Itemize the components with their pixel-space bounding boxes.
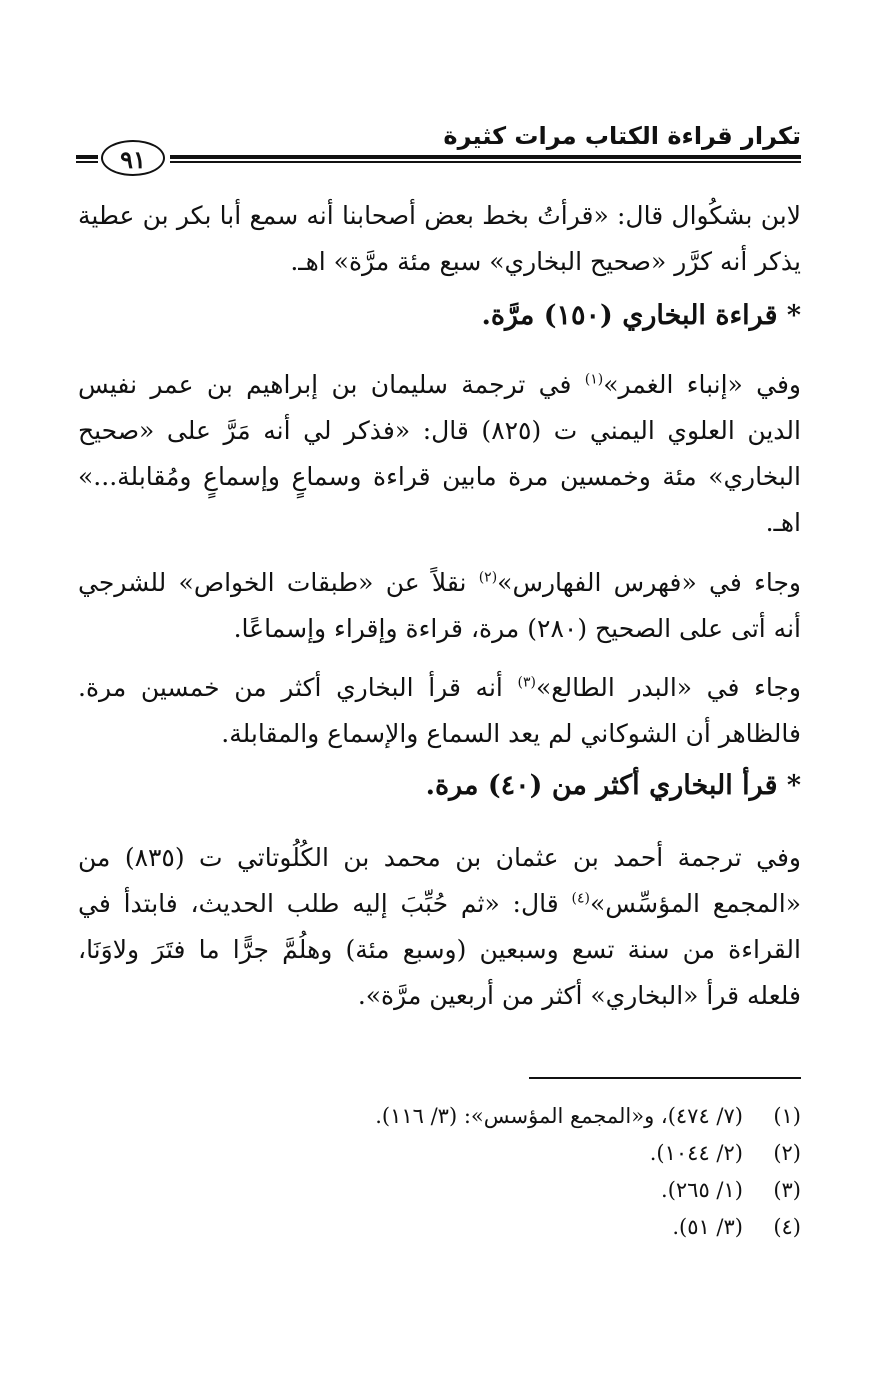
paragraph-5 <box>78 835 801 1019</box>
section-heading-2: * قرأ البخاري أكثر من (٤٠) مرة. <box>425 770 801 801</box>
paragraph-text: وفي ترجمة أحمد بن عثمان بن محمد بن الكُلُوتاتي ت (٨٣٥) من «المجمع المؤسِّس» <box>78 843 801 918</box>
footnotes <box>375 1098 801 1246</box>
footnote-number: (١) <box>773 1104 801 1128</box>
footnote <box>375 1209 801 1246</box>
header-rule-left <box>76 155 98 159</box>
paragraph-4 <box>78 665 801 757</box>
paragraph-2 <box>78 362 801 546</box>
footnote-ref: (١) <box>584 371 604 388</box>
header-rule <box>170 155 801 159</box>
section-heading-1: * قراءة البخاري (١٥٠) مرَّة. <box>481 300 801 331</box>
footnote <box>375 1172 801 1209</box>
paragraph-text: نقلاً عن «طبقات الخواص» للشرجي أنه أتى على الصحيح (٢٨٠) مرة، قراءة وإقراء وإسماعًا. <box>78 568 801 643</box>
footnote-text: (٣/ ٥١). <box>672 1215 743 1239</box>
footnote-number: (٣) <box>773 1178 801 1202</box>
footnote-ref: (٤) <box>571 890 590 907</box>
paragraph-3 <box>78 560 801 652</box>
footnote <box>375 1098 801 1135</box>
paragraph-text: وجاء في «البدر الطالع» <box>535 673 801 702</box>
footnote <box>375 1135 801 1172</box>
page-number: ٩١ <box>101 140 165 176</box>
paragraph-text: وجاء في «فهرس الفهارس» <box>497 568 801 597</box>
footnote-number: (٢) <box>773 1141 801 1165</box>
paragraph-text: لابن بشكُوال قال: «قرأتُ بخط بعض أصحابنا أنه سمع أبا بكر بن عطية يذكر أنه كرَّر «صحيح البخاري» سبع مئة مرَّة» اهـ. <box>78 201 801 276</box>
footnote-ref: (٢) <box>478 569 498 586</box>
running-title: تكرار قراءة الكتاب مرات كثيرة <box>443 122 801 150</box>
footnote-text: (١/ ٢٦٥). <box>661 1178 743 1202</box>
paragraph-1 <box>78 193 801 285</box>
footnote-ref: (٣) <box>517 674 536 691</box>
footnote-number: (٤) <box>773 1215 801 1239</box>
paragraph-text: أنه قرأ البخاري أكثر من خمسين مرة. فالظاهر أن الشوكاني لم يعد السماع والإسماع والمقابلة. <box>78 673 801 748</box>
paragraph-text: وفي «إنباء الغمر» <box>603 370 801 399</box>
paragraph-text: في ترجمة سليمان بن إبراهيم بن عمر نفيس الدين العلوي اليمني ت (٨٢٥) قال: «فذكر لي أنه مَرَّ على «صحيح البخاري» مئة وخمسين مرة مابين قراءة وسماعٍ وإسماعٍ ومُقابلة...» اهـ. <box>78 370 801 537</box>
footnote-separator <box>529 1077 801 1079</box>
footnote-text: (٧/ ٤٧٤)، و«المجمع المؤسس»: (٣/ ١١٦). <box>375 1104 743 1128</box>
paragraph-text: قال: «ثم حُبِّبَ إليه طلب الحديث، فابتدأ في القراءة من سنة تسع وسبعين (وسبع مئة) وهلُمَّ جرًّا ما فتَرَ ولاوَنَا، فلعله قرأ «البخاري» أكثر من أربعين مرَّة». <box>78 889 801 1010</box>
footnote-text: (٢/ ١٠٤٤). <box>649 1141 743 1165</box>
